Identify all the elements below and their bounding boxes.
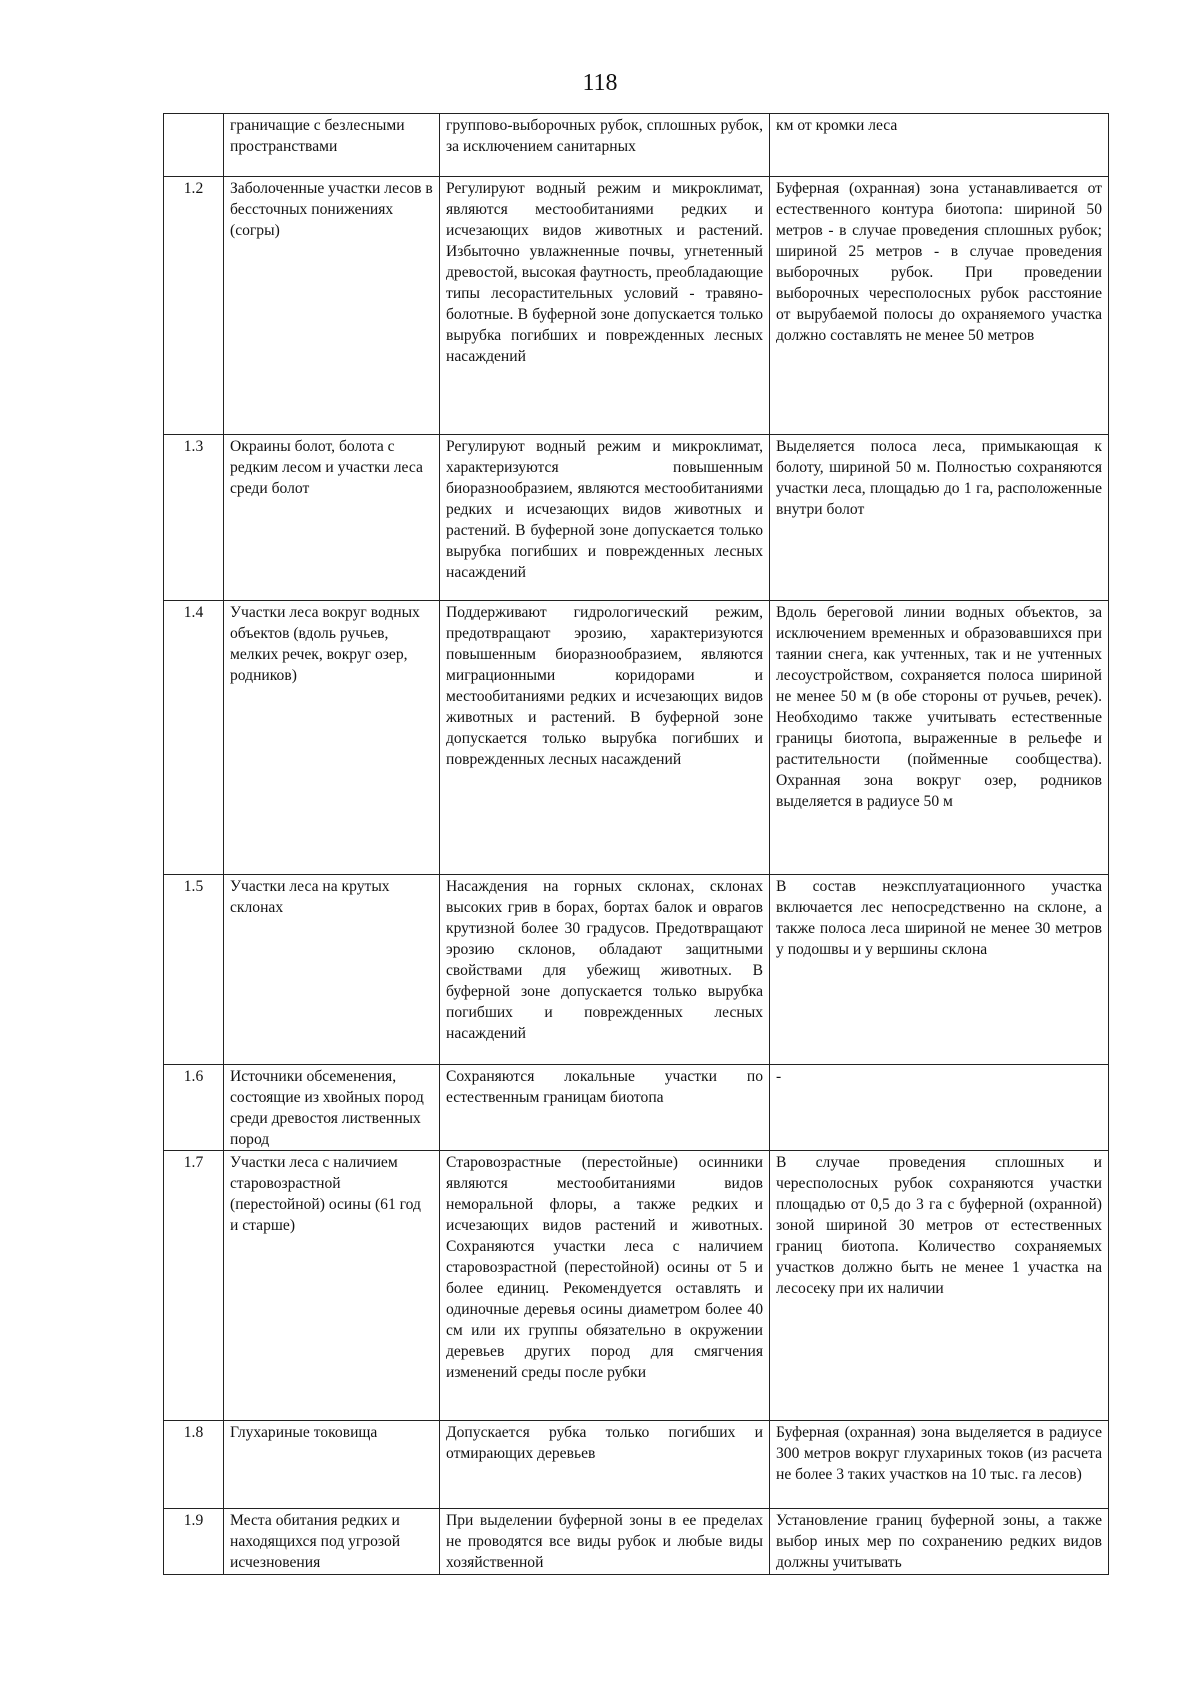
protection-measure: Вдоль береговой линии водных объектов, за исключением временных и образовавшихся при таянии снега, как учтенных, так и не учтенных лесоустройством, сохраняется полоса шириной не менее 50 м (в обе стороны от ручьев, речек). Необходимо также учитывать естественные границы биотопа, выраженные в рельефе и растительности (пойменные сообщества). Охранная зона вокруг озер, родников выделяется в радиусе 50 м (770, 601, 1109, 875)
table-row (164, 1151, 1109, 1421)
biotope-name: Глухариные токовища (224, 1421, 440, 1509)
table-row (164, 1421, 1109, 1509)
biotope-description: Регулируют водный режим и микроклимат, характеризуются повышенным биоразнообразием, являются местообитаниями редких и исчезающих видов животных и растений. В буферной зоне допускается только вырубка погибших и поврежденных лесных насаждений (440, 435, 770, 601)
biotope-table (163, 113, 1109, 1575)
biotope-name: Участки леса с наличием старовозрастной (перестойной) осины (61 год и старше) (224, 1151, 440, 1421)
row-number: 1.8 (164, 1421, 224, 1509)
table-row (164, 177, 1109, 435)
biotope-description: Допускается рубка только погибших и отмирающих деревьев (440, 1421, 770, 1509)
protection-measure: - (770, 1065, 1109, 1151)
biotope-description: Насаждения на горных склонах, склонах высоких грив в борах, бортах балок и оврагов крутизной более 30 градусов. Предотвращают эрозию склонов, обладают защитными свойствами для убежищ животных. В буферной зоне допускается только вырубка погибших и поврежденных лесных насаждений (440, 875, 770, 1065)
biotope-name: Источники обсеменения, состоящие из хвойных пород среди древостоя лиственных пород (224, 1065, 440, 1151)
table-row (164, 601, 1109, 875)
biotope-description: При выделении буферной зоны в ее пределах не проводятся все виды рубок и любые виды хозяйственной (440, 1509, 770, 1575)
biotope-name: Окраины болот, болота с редким лесом и участки леса среди болот (224, 435, 440, 601)
protection-measure: Установление границ буферной зоны, а также выбор иных мер по сохранению редких видов должны учитывать (770, 1509, 1109, 1575)
page-number: 118 (582, 70, 618, 96)
biotope-description: Старовозрастные (перестойные) осинники являются местообитаниями видов неморальной флоры, а также редких и исчезающих видов растений и животных. Сохраняются участки леса с наличием старовозрастной (перестойной) осины от 5 и более единиц. Рекомендуется оставлять и одиночные деревья осины диаметром более 40 см или их группы обязательно в окружении деревьев других пород для смягчения изменений среды после рубки (440, 1151, 770, 1421)
row-number: 1.4 (164, 601, 224, 875)
protection-measure: Буферная (охранная) зона устанавливается от естественного контура биотопа: шириной 50 метров - в случае проведения сплошных рубок; шириной 25 метров - в случае проведения выборочных рубок. При проведении выборочных чересполосных рубок расстояние от вырубаемой полосы до охраняемого участка должно составлять не менее 50 метров (770, 177, 1109, 435)
biotope-name: Места обитания редких и находящихся под угрозой исчезновения (224, 1509, 440, 1575)
table-row (164, 435, 1109, 601)
protection-measure: км от кромки леса (770, 114, 1109, 177)
table-row (164, 1509, 1109, 1575)
biotope-description: Поддерживают гидрологический режим, предотвращают эрозию, характеризуются повышенным биоразнообразием, являются миграционными коридорами и местообитаниями редких и исчезающих видов животных и растений. В буферной зоне допускается только вырубка погибших и поврежденных лесных насаждений (440, 601, 770, 875)
table-row (164, 1065, 1109, 1151)
protection-measure: В случае проведения сплошных и чересполосных рубок сохраняются участки площадью от 0,5 до 3 га с буферной (охранной) зоной шириной 30 метров от естественных границ биотопа. Количество сохраняемых участков должно быть не менее 1 участка на лесосеку при их наличии (770, 1151, 1109, 1421)
table-row (164, 875, 1109, 1065)
protection-measure: В состав неэксплуатационного участка включается лес непосредственно на склоне, а также полоса леса шириной не менее 30 метров у подошвы и у вершины склона (770, 875, 1109, 1065)
row-number (164, 114, 224, 177)
protection-measure: Буферная (охранная) зона выделяется в радиусе 300 метров вокруг глухариных токов (из расчета не более 3 таких участков на 10 тыс. га лесов) (770, 1421, 1109, 1509)
biotope-name: Заболоченные участки лесов в бессточных понижениях (согры) (224, 177, 440, 435)
row-number: 1.3 (164, 435, 224, 601)
row-number: 1.5 (164, 875, 224, 1065)
row-number: 1.7 (164, 1151, 224, 1421)
biotope-description: группово-выборочных рубок, сплошных рубок, за исключением санитарных (440, 114, 770, 177)
biotope-name: Участки леса на крутых склонах (224, 875, 440, 1065)
table-row (164, 114, 1109, 177)
row-number: 1.2 (164, 177, 224, 435)
row-number: 1.9 (164, 1509, 224, 1575)
row-number: 1.6 (164, 1065, 224, 1151)
biotope-description: Регулируют водный режим и микроклимат, являются местообитаниями редких и исчезающих видов животных и растений. Избыточно увлажненные почвы, угнетенный древостой, высокая фаутность, преобладающие типы лесорастительных условий - травяно-болотные. В буферной зоне допускается только вырубка погибших и поврежденных лесных насаждений (440, 177, 770, 435)
biotope-description: Сохраняются локальные участки по естественным границам биотопа (440, 1065, 770, 1151)
biotope-name: Участки леса вокруг водных объектов (вдоль ручьев, мелких речек, вокруг озер, родников) (224, 601, 440, 875)
protection-measure: Выделяется полоса леса, примыкающая к болоту, шириной 50 м. Полностью сохраняются участки леса, площадью до 1 га, расположенные внутри болот (770, 435, 1109, 601)
biotope-name: граничащие с безлесными пространствами (224, 114, 440, 177)
